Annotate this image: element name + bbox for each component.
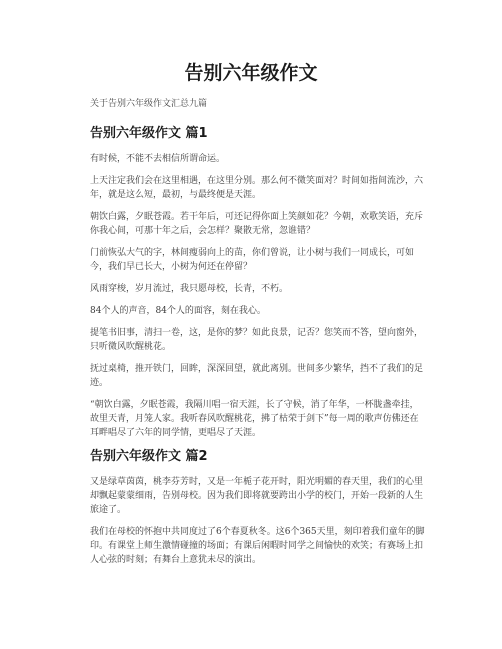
paragraph: 提笔书旧事，清扫一卷，这，是你的梦？如此良景，记否？您笑而不答，望向窗外，只听微风吹醒桃花。	[90, 328, 424, 352]
section-heading: 告别六年级作文 篇1	[90, 126, 208, 141]
paragraph: 有时候，不能不去相信所谓命运。	[90, 154, 226, 164]
paragraph: 门前恢弘大气的字，林间瘦弱向上的苗，你们曾说，让小树与我们一同成长，可如今，我们早已长大，小树为何还在停留？	[90, 248, 415, 272]
document-subtitle: 关于告别六年级作文汇总九篇	[90, 99, 208, 109]
paragraph: 抚过桌椅，推开铁门，回眸，深深回望，就此离别。世间多少繁华，挡不了我们的足迹。	[90, 364, 424, 388]
paragraph: 朝饮白露，夕眠苍霞。若干年后，可还记得你面上笑颜如花？今朝，欢歌笑语，充斥你我心间，可那十年之后，会怎样？聚散无常，忽谁错？	[90, 212, 424, 236]
document-title: 告别六年级作文	[184, 62, 318, 84]
document-body	[90, 97, 425, 575]
essay-section-1	[90, 125, 425, 440]
paragraph: 84个人的声音，84个人的面容，刻在我心。	[90, 306, 266, 316]
paragraph: “朝饮白露，夕眠苍霞，我隔川唱一宿天涯，长了守候，消了年华，一杯胧盏牵挂，故里天青，月笼人家。我听春风吹醒桃花，拂了枯荣于剑下”每一周的歌声仿佛还在耳畔唱尽了六年的同学情，更唱尽了天涯。	[90, 400, 419, 438]
section-heading: 告别六年级作文 篇2	[90, 449, 208, 464]
paragraph: 又是绿草茵茵，桃李芬芳时，又是一年栀子花开时，阳光明媚的春天里，我们的心里却飘起蒙蒙细雨，告别母校。因为我们即将就要跨出小学的校门，开始一段新的人生旅途了。	[90, 477, 424, 515]
paragraph: 我们在母校的怀抱中共同度过了6个春夏秋冬。这6个365天里，刻印着我们童年的脚印。有课堂上师生激情碰撞的场面；有课后闲暇时同学之间愉快的欢笑；有赛场上扣人心弦的时刻；有舞台上意犹未尽的演出。	[90, 527, 425, 565]
essay-section-2	[90, 448, 425, 567]
paragraph: 风雨穿梭，岁月流过，我只愿母校，长青，不朽。	[90, 284, 289, 294]
paragraph: 上天注定我们会在这里相遇，在这里分别。那么何不微笑面对？时间如指间流沙，六年，就是这么短，最初，与最终便是天涯。	[90, 176, 424, 200]
